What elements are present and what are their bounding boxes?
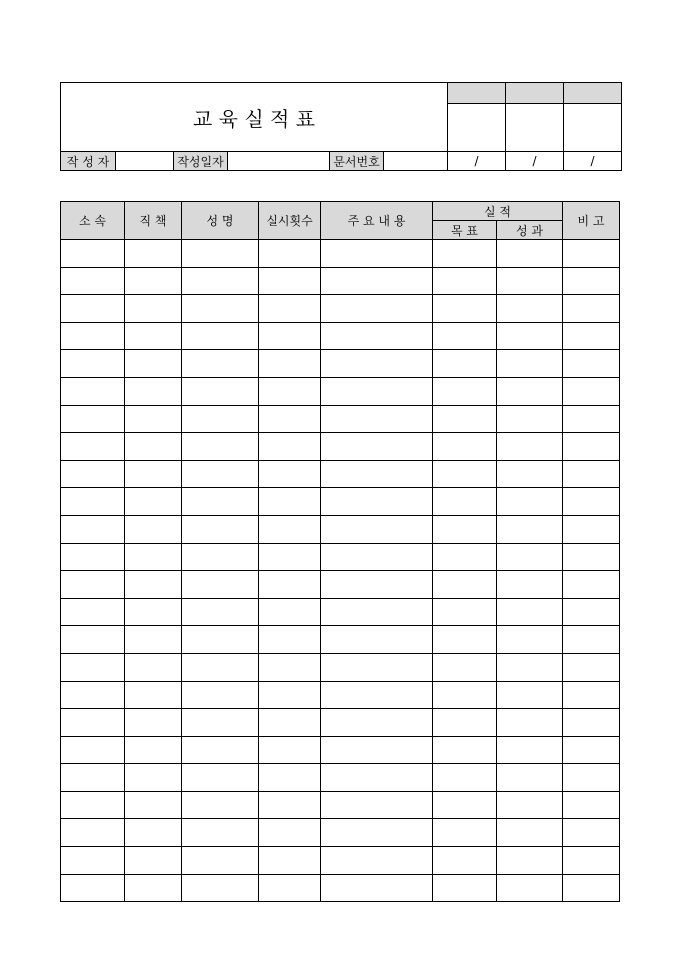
table-cell[interactable] — [182, 543, 259, 571]
table-cell[interactable] — [321, 240, 433, 268]
table-cell[interactable] — [321, 736, 433, 764]
table-cell[interactable] — [125, 515, 182, 543]
table-cell[interactable] — [182, 571, 259, 599]
table-cell[interactable] — [563, 433, 620, 461]
table-row — [61, 515, 620, 543]
table-cell[interactable] — [433, 377, 497, 405]
table-cell[interactable] — [125, 736, 182, 764]
table-cell[interactable] — [321, 543, 433, 571]
table-cell[interactable] — [563, 405, 620, 433]
table-cell[interactable] — [563, 515, 620, 543]
table-row — [61, 598, 620, 626]
table-cell[interactable] — [182, 377, 259, 405]
table-row — [61, 653, 620, 681]
table-cell[interactable] — [259, 322, 321, 350]
table-cell[interactable] — [61, 322, 125, 350]
table-cell[interactable] — [125, 874, 182, 902]
table-cell[interactable] — [182, 267, 259, 295]
table-cell[interactable] — [259, 653, 321, 681]
table-cell[interactable] — [321, 267, 433, 295]
table-cell[interactable] — [563, 460, 620, 488]
table-row — [61, 405, 620, 433]
table-cell[interactable] — [321, 764, 433, 792]
page-title: 교 육 실 적 표 — [61, 83, 448, 152]
table-row — [61, 295, 620, 323]
table-row — [61, 350, 620, 378]
table-cell[interactable] — [497, 267, 563, 295]
table-cell[interactable] — [61, 460, 125, 488]
table-cell[interactable] — [321, 709, 433, 737]
table-cell[interactable] — [259, 488, 321, 516]
table-cell[interactable] — [259, 350, 321, 378]
author-field[interactable] — [116, 152, 174, 171]
table-cell[interactable] — [433, 240, 497, 268]
table-cell[interactable] — [563, 267, 620, 295]
table-cell[interactable] — [182, 874, 259, 902]
table-row — [61, 460, 620, 488]
table-cell[interactable] — [563, 543, 620, 571]
table-row — [61, 543, 620, 571]
table-cell[interactable] — [433, 433, 497, 461]
table-cell[interactable] — [125, 791, 182, 819]
table-cell[interactable] — [125, 267, 182, 295]
table-cell[interactable] — [125, 709, 182, 737]
table-row — [61, 240, 620, 268]
col-header-position: 직 책 — [125, 202, 182, 240]
table-cell[interactable] — [259, 681, 321, 709]
table-cell[interactable] — [125, 764, 182, 792]
table-cell[interactable] — [433, 709, 497, 737]
table-cell[interactable] — [497, 791, 563, 819]
table-cell[interactable] — [259, 791, 321, 819]
table-cell[interactable] — [125, 460, 182, 488]
table-cell[interactable] — [259, 433, 321, 461]
table-cell[interactable] — [497, 322, 563, 350]
table-cell[interactable] — [433, 736, 497, 764]
table-cell[interactable] — [259, 736, 321, 764]
table-cell[interactable] — [61, 819, 125, 847]
table-cell[interactable] — [433, 460, 497, 488]
docno-label: 문서번호 — [330, 152, 384, 171]
table-cell[interactable] — [321, 653, 433, 681]
table-cell[interactable] — [259, 295, 321, 323]
table-cell[interactable] — [433, 267, 497, 295]
table-cell[interactable] — [497, 460, 563, 488]
table-cell[interactable] — [125, 571, 182, 599]
table-row — [61, 626, 620, 654]
table-row — [61, 847, 620, 875]
table-cell[interactable] — [563, 350, 620, 378]
table-cell[interactable] — [61, 791, 125, 819]
approval-sign-box-2[interactable] — [506, 104, 564, 152]
table-cell[interactable] — [497, 240, 563, 268]
table-cell[interactable] — [497, 847, 563, 875]
table-row — [61, 874, 620, 902]
table-cell[interactable] — [497, 709, 563, 737]
table-cell[interactable] — [433, 874, 497, 902]
approval-header-1 — [448, 83, 506, 104]
table-row — [61, 791, 620, 819]
table-cell[interactable] — [563, 295, 620, 323]
table-cell[interactable] — [61, 295, 125, 323]
table-cell[interactable] — [321, 488, 433, 516]
table-row — [61, 322, 620, 350]
table-row — [61, 736, 620, 764]
table-cell[interactable] — [497, 350, 563, 378]
table-cell[interactable] — [259, 515, 321, 543]
approval-header-3 — [564, 83, 622, 104]
table-cell[interactable] — [563, 653, 620, 681]
table-cell[interactable] — [433, 322, 497, 350]
table-cell[interactable] — [182, 736, 259, 764]
table-cell[interactable] — [563, 819, 620, 847]
table-cell[interactable] — [125, 598, 182, 626]
table-cell[interactable] — [321, 681, 433, 709]
table-cell[interactable] — [563, 847, 620, 875]
table-cell[interactable] — [61, 350, 125, 378]
table-cell[interactable] — [259, 764, 321, 792]
table-cell[interactable] — [563, 874, 620, 902]
table-cell[interactable] — [61, 626, 125, 654]
table-cell[interactable] — [563, 791, 620, 819]
col-header-performance: 실 적 — [433, 202, 563, 221]
table-cell[interactable] — [321, 295, 433, 323]
table-cell[interactable] — [61, 598, 125, 626]
table-cell[interactable] — [182, 350, 259, 378]
table-body — [61, 240, 620, 902]
table-cell[interactable] — [497, 736, 563, 764]
table-cell[interactable] — [497, 488, 563, 516]
table-row — [61, 377, 620, 405]
table-cell[interactable] — [182, 653, 259, 681]
table-cell[interactable] — [182, 295, 259, 323]
col-header-affiliation: 소 속 — [61, 202, 125, 240]
table-cell[interactable] — [433, 764, 497, 792]
table-cell[interactable] — [497, 874, 563, 902]
table-cell[interactable] — [259, 847, 321, 875]
table-cell[interactable] — [563, 681, 620, 709]
col-header-remarks: 비 고 — [563, 202, 620, 240]
table-cell[interactable] — [259, 626, 321, 654]
table-cell[interactable] — [182, 709, 259, 737]
table-cell[interactable] — [61, 736, 125, 764]
table-cell[interactable] — [321, 626, 433, 654]
education-record-table — [60, 201, 620, 902]
approval-date-2[interactable]: / — [506, 152, 564, 171]
table-cell[interactable] — [433, 515, 497, 543]
table-cell[interactable] — [259, 240, 321, 268]
table-cell[interactable] — [125, 543, 182, 571]
table-row — [61, 433, 620, 461]
table-cell[interactable] — [321, 460, 433, 488]
table-cell[interactable] — [125, 405, 182, 433]
table-cell[interactable] — [497, 819, 563, 847]
table-cell[interactable] — [563, 626, 620, 654]
table-cell[interactable] — [497, 764, 563, 792]
table-cell[interactable] — [497, 377, 563, 405]
table-cell[interactable] — [125, 847, 182, 875]
table-row — [61, 709, 620, 737]
table-cell[interactable] — [321, 819, 433, 847]
table-cell[interactable] — [125, 819, 182, 847]
table-cell[interactable] — [433, 350, 497, 378]
table-cell[interactable] — [259, 709, 321, 737]
table-cell[interactable] — [563, 764, 620, 792]
table-cell[interactable] — [61, 847, 125, 875]
table-cell[interactable] — [125, 681, 182, 709]
table-cell[interactable] — [182, 791, 259, 819]
table-cell[interactable] — [433, 488, 497, 516]
table-cell[interactable] — [497, 433, 563, 461]
table-cell[interactable] — [259, 874, 321, 902]
table-cell[interactable] — [61, 488, 125, 516]
table-cell[interactable] — [563, 488, 620, 516]
table-cell[interactable] — [125, 433, 182, 461]
table-cell[interactable] — [563, 736, 620, 764]
table-cell[interactable] — [497, 571, 563, 599]
table-row — [61, 764, 620, 792]
approval-date-1[interactable]: / — [448, 152, 506, 171]
table-cell[interactable] — [321, 598, 433, 626]
table-cell[interactable] — [259, 405, 321, 433]
table-cell[interactable] — [433, 791, 497, 819]
table-cell[interactable] — [259, 460, 321, 488]
col-header-content: 주 요 내 용 — [321, 202, 433, 240]
date-label: 작성일자 — [174, 152, 228, 171]
table-cell[interactable] — [321, 515, 433, 543]
table-cell[interactable] — [61, 433, 125, 461]
table-cell[interactable] — [433, 598, 497, 626]
table-cell[interactable] — [61, 571, 125, 599]
approval-date-3[interactable]: / — [564, 152, 622, 171]
table-cell[interactable] — [433, 681, 497, 709]
table-cell[interactable] — [182, 847, 259, 875]
table-cell[interactable] — [321, 350, 433, 378]
table-cell[interactable] — [61, 240, 125, 268]
table-cell[interactable] — [433, 847, 497, 875]
table-cell[interactable] — [321, 571, 433, 599]
table-cell[interactable] — [125, 240, 182, 268]
table-cell[interactable] — [497, 405, 563, 433]
table-cell[interactable] — [182, 681, 259, 709]
table-row — [61, 571, 620, 599]
table-cell[interactable] — [563, 571, 620, 599]
table-cell[interactable] — [61, 709, 125, 737]
table-cell[interactable] — [321, 377, 433, 405]
approval-header-2 — [506, 83, 564, 104]
author-label: 작 성 자 — [61, 152, 116, 171]
table-cell[interactable] — [321, 322, 433, 350]
table-cell[interactable] — [433, 626, 497, 654]
table-cell[interactable] — [563, 240, 620, 268]
table-cell[interactable] — [321, 847, 433, 875]
table-cell[interactable] — [433, 405, 497, 433]
table-cell[interactable] — [125, 653, 182, 681]
table-cell[interactable] — [433, 819, 497, 847]
table-cell[interactable] — [563, 322, 620, 350]
report-header-table — [60, 82, 622, 171]
table-row — [61, 267, 620, 295]
table-cell[interactable] — [125, 350, 182, 378]
table-cell[interactable] — [182, 488, 259, 516]
table-cell[interactable] — [259, 598, 321, 626]
table-cell[interactable] — [259, 267, 321, 295]
col-header-target: 목 표 — [433, 221, 497, 240]
table-cell[interactable] — [61, 267, 125, 295]
table-cell[interactable] — [182, 240, 259, 268]
table-cell[interactable] — [497, 681, 563, 709]
table-cell[interactable] — [321, 791, 433, 819]
table-cell[interactable] — [182, 764, 259, 792]
table-cell[interactable] — [259, 819, 321, 847]
table-cell[interactable] — [125, 377, 182, 405]
table-cell[interactable] — [182, 433, 259, 461]
table-cell[interactable] — [321, 405, 433, 433]
table-cell[interactable] — [563, 598, 620, 626]
docno-field[interactable] — [384, 152, 448, 171]
table-cell[interactable] — [61, 543, 125, 571]
table-cell[interactable] — [61, 653, 125, 681]
table-cell[interactable] — [61, 764, 125, 792]
table-cell[interactable] — [61, 515, 125, 543]
table-cell[interactable] — [433, 571, 497, 599]
table-cell[interactable] — [259, 543, 321, 571]
table-cell[interactable] — [321, 433, 433, 461]
col-header-result: 성 과 — [497, 221, 563, 240]
table-cell[interactable] — [61, 377, 125, 405]
table-row — [61, 819, 620, 847]
table-cell[interactable] — [497, 515, 563, 543]
table-cell[interactable] — [321, 874, 433, 902]
table-cell[interactable] — [61, 874, 125, 902]
approval-sign-box-1[interactable] — [448, 104, 506, 152]
table-cell[interactable] — [433, 653, 497, 681]
table-cell[interactable] — [182, 322, 259, 350]
col-header-name: 성 명 — [182, 202, 259, 240]
table-cell[interactable] — [433, 543, 497, 571]
table-cell[interactable] — [259, 571, 321, 599]
table-cell[interactable] — [182, 819, 259, 847]
approval-sign-box-3[interactable] — [564, 104, 622, 152]
table-cell[interactable] — [61, 681, 125, 709]
table-cell[interactable] — [563, 709, 620, 737]
table-cell[interactable] — [259, 377, 321, 405]
table-cell[interactable] — [563, 377, 620, 405]
table-cell[interactable] — [497, 626, 563, 654]
table-cell[interactable] — [182, 598, 259, 626]
date-field[interactable] — [228, 152, 330, 171]
table-cell[interactable] — [497, 653, 563, 681]
table-cell[interactable] — [125, 322, 182, 350]
table-cell[interactable] — [433, 295, 497, 323]
table-row — [61, 488, 620, 516]
table-cell[interactable] — [497, 598, 563, 626]
table-cell[interactable] — [497, 543, 563, 571]
table-cell[interactable] — [182, 460, 259, 488]
table-cell[interactable] — [125, 295, 182, 323]
table-cell[interactable] — [125, 488, 182, 516]
col-header-count: 실시횟수 — [259, 202, 321, 240]
table-cell[interactable] — [182, 405, 259, 433]
table-cell[interactable] — [61, 405, 125, 433]
table-cell[interactable] — [125, 626, 182, 654]
table-row — [61, 681, 620, 709]
table-cell[interactable] — [182, 515, 259, 543]
table-cell[interactable] — [182, 626, 259, 654]
table-cell[interactable] — [497, 295, 563, 323]
